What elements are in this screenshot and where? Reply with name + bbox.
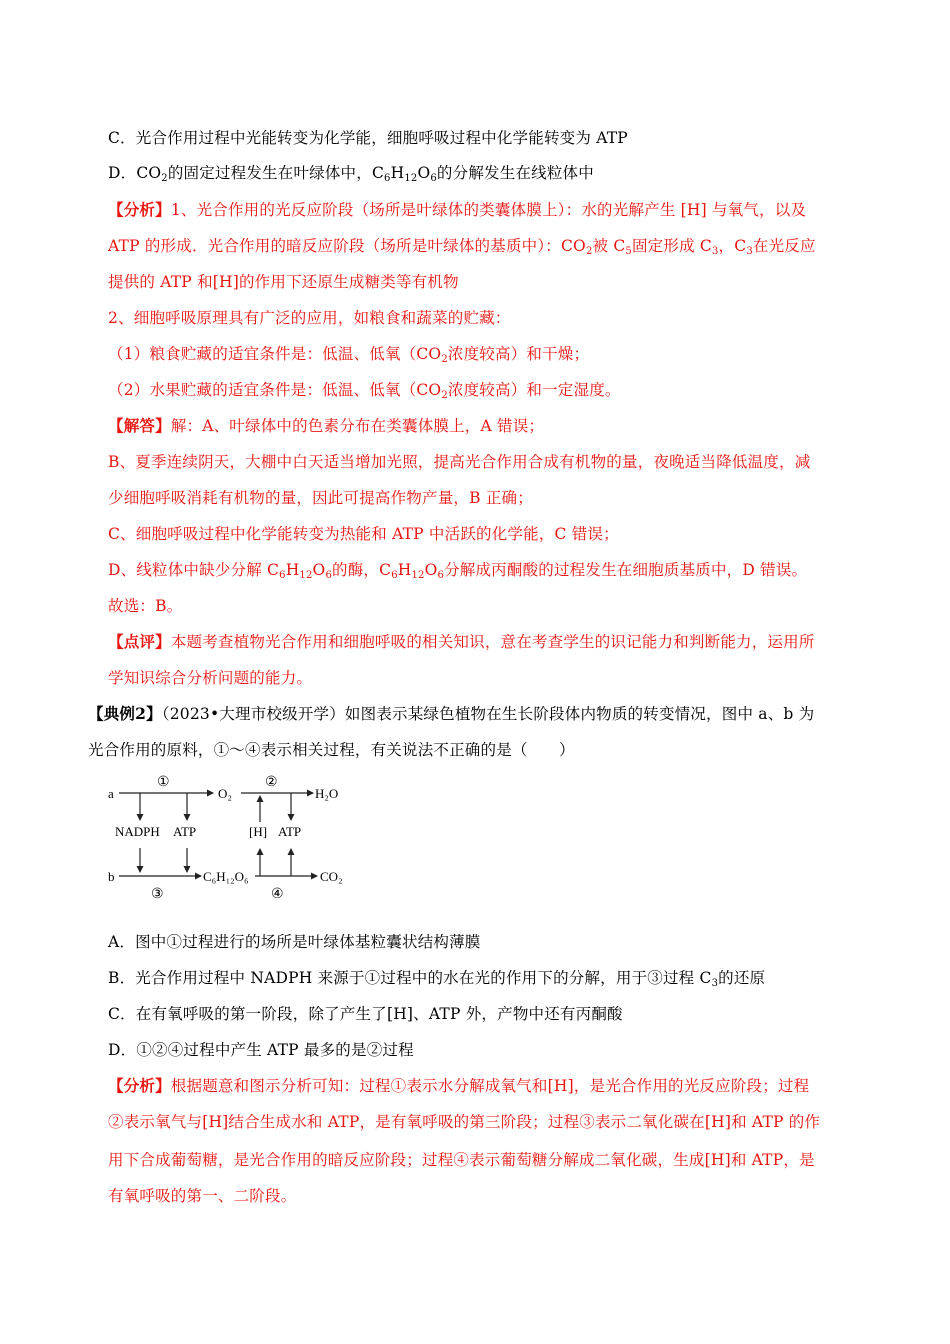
q2-stem-line-2: 光合作用的原料，①～④表示相关过程，有关说法不正确的是（ ） — [88, 741, 575, 759]
answer-tag: 【解答】 — [108, 416, 171, 435]
analysis-tag: 【分析】 — [108, 1076, 171, 1095]
q1-analysis-line-2: ATP 的形成．光合作用的暗反应阶段（场所是叶绿体的基质中）：$CO_2$被 $C_5$固定形成 $C_3$，$C_3$在光反应 — [108, 237, 816, 257]
label-o2: O₂ — [218, 786, 232, 801]
label-h: [H] — [249, 824, 268, 839]
label-nadph: NADPH — [115, 824, 160, 839]
label-atp-2: ATP — [278, 824, 302, 839]
label-co2: CO₂ — [320, 869, 343, 884]
q1-answer-line-2: B、夏季连续阴天，大棚中白天适当增加光照，提高光合作用合成有机物的量，夜晚适当降低温度，减 — [108, 453, 811, 471]
q1-analysis-line-3: 提供的 ATP 和[H]的作用下还原生成糖类等有机物 — [108, 273, 459, 291]
q1-analysis-line-5: （1）粮食贮藏的适宜条件是：低温、低氧（$CO_2$浓度较高）和干燥； — [108, 345, 590, 365]
q2-option-c: C．在有氧呼吸的第一阶段，除了产生了[H]、ATP 外，产物中还有丙酮酸 — [108, 1005, 623, 1023]
q1-option-d: D．$CO_2$的固定过程发生在叶绿体中，$C_6H_{12}O_6$的分解发生在线粒体中 — [108, 164, 594, 184]
q2-analysis-line-4: 有氧呼吸的第一、二阶段。 — [108, 1187, 297, 1205]
comment-tag: 【点评】 — [108, 632, 171, 651]
q1-answer-line-3: 少细胞呼吸消耗有机物的量，因此可提高作物产量，B 正确； — [108, 489, 533, 507]
label-a: a — [108, 786, 114, 801]
q1-answer-line-6: 故选：B。 — [108, 597, 183, 615]
example-tag: 【典例2】 — [88, 704, 162, 723]
q2-stem-line-1: 【典例2】（2023•大理市校级开学）如图表示某绿色植物在生长阶段体内物质的转变情况，图中 a、b 为 — [88, 704, 815, 723]
q2-analysis-line-1: 【分析】根据题意和图示分析可知：过程①表示水分解成氧气和[H]，是光合作用的光反应阶段；过程 — [108, 1076, 810, 1095]
q2-option-d: D．①②④过程中产生 ATP 最多的是②过程 — [108, 1041, 414, 1059]
label-h2o: H₂O — [315, 786, 339, 801]
q2-option-b: B．光合作用过程中 NADPH 来源于①过程中的水在光的作用下的分解，用于③过程 $C_3$的还原 — [108, 969, 766, 989]
process-1-label: ① — [157, 775, 170, 790]
q1-option-c: C．光合作用过程中光能转变为化学能，细胞呼吸过程中化学能转变为 ATP — [108, 129, 628, 147]
q1-comment-line-2: 学知识综合分析问题的能力。 — [108, 669, 313, 687]
label-glucose: C₆H₁₂O₆ — [203, 869, 249, 884]
q1-answer-line-4: C、细胞呼吸过程中化学能转变为热能和 ATP 中活跃的化学能，C 错误； — [108, 525, 619, 543]
q1-answer-line-5: D、线粒体中缺少分解 $C_6H_{12}O_6$的酶，$C_6H_{12}O_6$分解成丙酮酸的过程发生在细胞质基质中，D 错误。 — [108, 561, 808, 581]
label-b: b — [108, 869, 115, 884]
q1-analysis-line-4: 2、细胞呼吸原理具有广泛的应用，如粮食和蔬菜的贮藏： — [108, 309, 511, 327]
process-3-label: ③ — [151, 887, 164, 902]
q1-answer-line-1: 【解答】解：A、叶绿体中的色素分布在类囊体膜上，A 错误； — [108, 416, 545, 435]
process-2-label: ② — [265, 775, 278, 790]
q2-analysis-line-2: ②表示氧气与[H]结合生成水和 ATP，是有氧呼吸的第三阶段；过程③表示二氧化碳在[H]和 ATP 的作 — [108, 1113, 821, 1131]
process-4-label: ④ — [271, 887, 284, 902]
q1-analysis-line-6: （2）水果贮藏的适宜条件是：低温、低氧（$CO_2$浓度较高）和一定湿度。 — [108, 381, 621, 401]
process-diagram — [105, 770, 355, 905]
q1-comment-line-1: 【点评】本题考查植物光合作用和细胞呼吸的相关知识，意在考查学生的识记能力和判断能力，运用所 — [108, 632, 815, 651]
q2-option-a: A．图中①过程进行的场所是叶绿体基粒囊状结构薄膜 — [108, 933, 481, 951]
q1-analysis-line-1: 【分析】1、光合作用的光反应阶段（场所是叶绿体的类囊体膜上）：水的光解产生 [H] 与氧气，以及 — [108, 200, 807, 219]
label-atp-1: ATP — [173, 824, 197, 839]
q2-analysis-line-3: 用下合成葡萄糖，是光合作用的暗反应阶段；过程④表示葡萄糖分解成二氧化碳，生成[H]和 ATP，是 — [108, 1151, 815, 1169]
analysis-tag: 【分析】 — [108, 200, 171, 219]
